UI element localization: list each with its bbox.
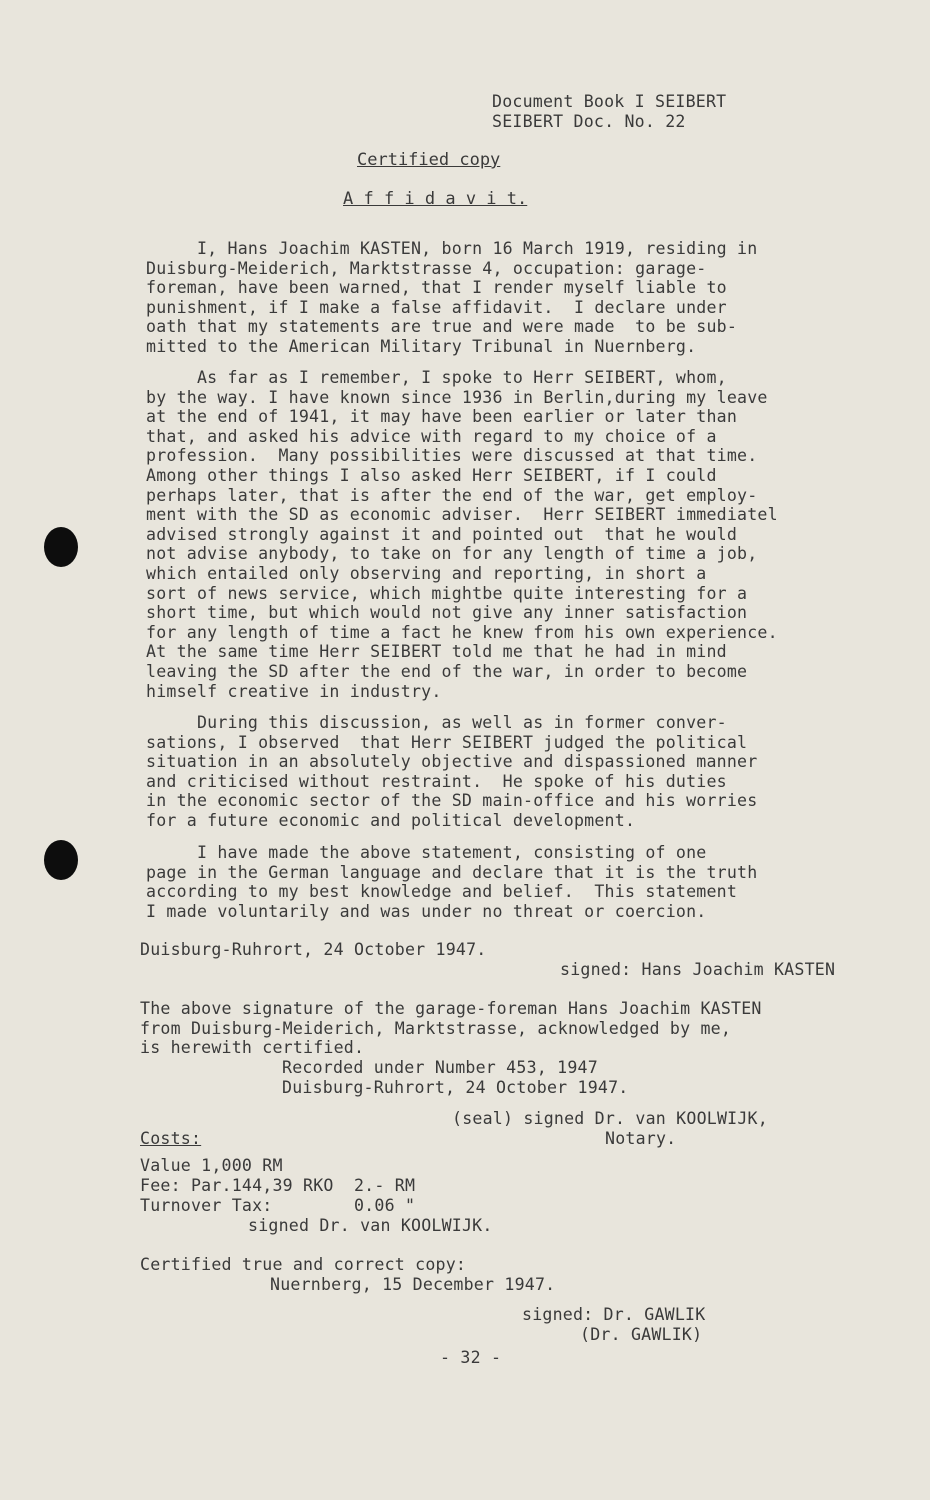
document-number: SEIBERT Doc. No. 22 <box>492 112 686 131</box>
signature-gawlik: signed: Dr. GAWLIK <box>522 1305 706 1324</box>
affidavit-title: A f f i d a v i t. <box>343 189 528 209</box>
paragraph-line: At the same time Herr SEIBERT told me that he had in mind <box>146 642 727 662</box>
costs-fee: Fee: Par.144,39 RKO 2.- RM <box>140 1176 416 1195</box>
paragraph-line: profession. Many possibilities were discussed at that time. <box>146 446 758 466</box>
punch-hole-lower <box>44 840 78 880</box>
paragraph-line: and criticised without restraint. He spoke of his duties <box>146 771 727 791</box>
paragraph-line: for a future economic and political development. <box>146 810 636 830</box>
paragraph-1 <box>146 239 757 357</box>
paragraph-3 <box>146 713 757 831</box>
paragraph-line: ment with the SD as economic adviser. Herr SEIBERT immediatel <box>146 505 778 525</box>
paragraph-line: according to my best knowledge and belief. This statement <box>146 882 738 902</box>
paragraph-line: at the end of 1941, it may have been earlier or later than <box>146 407 738 427</box>
costs-turnover-tax: Turnover Tax: 0.06 " <box>140 1196 416 1215</box>
paragraph-line: short time, but which would not give any inner satisfaction <box>146 603 748 623</box>
recorded-place-date: Duisburg-Ruhrort, 24 October 1947. <box>282 1078 629 1097</box>
paragraph-line: oath that my statements are true and were made to be sub- <box>146 317 738 337</box>
paragraph-line: I made voluntarily and was under no threat or coercion. <box>146 901 707 921</box>
document-book-reference: Document Book I SEIBERT <box>492 92 727 111</box>
paragraph-line: for any length of time a fact he knew from his own experience. <box>146 622 778 642</box>
paragraph-line: perhaps later, that is after the end of the war, get employ- <box>146 485 758 505</box>
paragraph-line: sort of news service, which mightbe quite interesting for a <box>146 583 748 603</box>
paragraph-line: advised strongly against it and pointed out that he would <box>146 524 738 544</box>
costs-value: Value 1,000 RM <box>140 1156 283 1175</box>
paragraph-line: mitted to the American Military Tribunal in Nuernberg. <box>146 336 697 356</box>
paragraph-line: foreman, have been warned, that I render myself liable to <box>146 278 727 298</box>
paragraph-line: Duisburg-Meiderich, Marktstrasse 4, occupation: garage- <box>146 258 707 278</box>
certified-true-place-date: Nuernberg, 15 December 1947. <box>270 1275 556 1294</box>
recorded-number: Recorded under Number 453, 1947 <box>282 1058 598 1077</box>
punch-hole-upper <box>44 527 78 567</box>
signature-gawlik-name: (Dr. GAWLIK) <box>580 1325 703 1344</box>
page-number: - 32 - <box>440 1348 502 1367</box>
paragraph-line: in the economic sector of the SD main-office and his worries <box>146 791 758 811</box>
certification-line: is herewith certified. <box>140 1038 365 1058</box>
paragraph-line: page in the German language and declare that it is the truth <box>146 862 758 882</box>
paragraph-line: leaving the SD after the end of the war, in order to become <box>146 661 748 681</box>
certified-true-copy: Certified true and correct copy: <box>140 1255 467 1274</box>
seal-signature-koolwijk: (seal) signed Dr. van KOOLWIJK, <box>452 1109 768 1128</box>
paragraph-line: I have made the above statement, consisting of one <box>146 843 707 862</box>
notary-title: Notary. <box>605 1129 677 1148</box>
costs-signature: signed Dr. van KOOLWIJK. <box>248 1216 493 1235</box>
certified-copy-title: Certified copy <box>357 150 501 170</box>
paragraph-line: himself creative in industry. <box>146 681 442 701</box>
costs-label: Costs: <box>140 1129 202 1148</box>
paragraph-4 <box>146 843 757 921</box>
paragraph-line: situation in an absolutely objective and dispassioned manner <box>146 752 758 772</box>
paragraph-line: As far as I remember, I spoke to Herr SEIBERT, whom, <box>146 368 727 387</box>
paragraph-line: During this discussion, as well as in former conver- <box>146 713 727 732</box>
place-and-date: Duisburg-Ruhrort, 24 October 1947. <box>140 940 487 959</box>
paragraph-line: by the way. I have known since 1936 in Berlin,during my leave <box>146 387 768 407</box>
paragraph-line: which entailed only observing and reporting, in short a <box>146 563 707 583</box>
certification-line: from Duisburg-Meiderich, Marktstrasse, acknowledged by me, <box>140 1018 732 1038</box>
certification-line: The above signature of the garage-foreman Hans Joachim KASTEN <box>140 999 762 1018</box>
signature-kasten: signed: Hans Joachim KASTEN <box>560 960 836 979</box>
paragraph-line: Among other things I also asked Herr SEIBERT, if I could <box>146 465 717 485</box>
paragraph-line: I, Hans Joachim KASTEN, born 16 March 1919, residing in <box>146 239 758 258</box>
paragraph-line: that, and asked his advice with regard to my choice of a <box>146 426 717 446</box>
paragraph-line: punishment, if I make a false affidavit. I declare under <box>146 297 727 317</box>
paragraph-line: sations, I observed that Herr SEIBERT judged the political <box>146 732 748 752</box>
paragraph-2 <box>146 368 778 701</box>
paragraph-line: not advise anybody, to take on for any length of time a job, <box>146 544 758 564</box>
certification-block <box>140 999 762 1058</box>
